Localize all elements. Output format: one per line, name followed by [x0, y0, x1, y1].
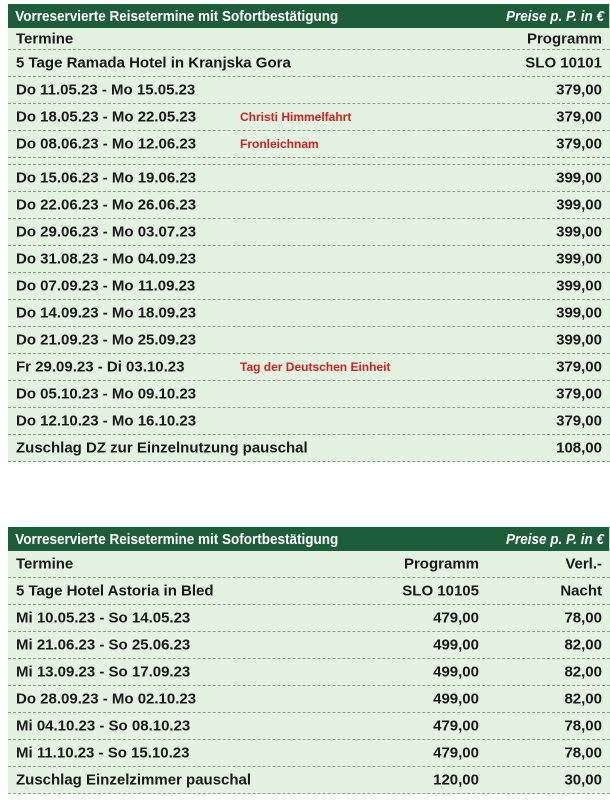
price: 379,00	[556, 385, 602, 403]
date-range: Do 12.10.23 - Mo 16.10.23	[16, 412, 197, 430]
table-row	[8, 77, 610, 104]
hotel-row	[8, 578, 610, 605]
table-row	[8, 273, 610, 300]
price-unit-label: Preise p. P. in €	[505, 7, 604, 25]
surcharge-price: 120,00	[433, 771, 479, 789]
price: 399,00	[556, 223, 602, 241]
price: 499,00	[433, 636, 479, 654]
price: 499,00	[433, 690, 479, 708]
extra-night-price: 78,00	[564, 609, 602, 627]
date-range: Do 31.08.23 - Mo 04.09.23	[16, 250, 197, 268]
price: 399,00	[556, 304, 602, 322]
col-termine: Termine	[16, 30, 74, 47]
date-range: Do 22.06.23 - Mo 26.06.23	[16, 196, 197, 214]
table-row	[8, 300, 610, 327]
date-range: Mi 21.06.23 - So 25.06.23	[16, 636, 191, 654]
col-termine: Termine	[16, 555, 74, 573]
price: 379,00	[556, 135, 602, 153]
hotel-name: 5 Tage Ramada Hotel in Kranjska Gora	[16, 54, 291, 72]
program-code: SLO 10105	[402, 582, 479, 600]
price: 479,00	[433, 744, 479, 762]
surcharge-row	[8, 435, 610, 462]
table-row	[8, 104, 610, 131]
table-row	[8, 381, 610, 408]
price: 379,00	[556, 358, 602, 376]
table-row	[8, 740, 610, 767]
date-range: Fr 29.09.23 - Di 03.10.23	[16, 358, 185, 376]
date-range: Mi 04.10.23 - So 08.10.23	[16, 717, 191, 735]
price: 499,00	[433, 663, 479, 681]
price: 399,00	[556, 169, 602, 187]
table-title: Vorreservierte Reisetermine mit Sofortbestätigung	[15, 7, 339, 25]
date-range: Mi 11.10.23 - So 15.10.23	[16, 744, 190, 762]
date-range: Do 21.09.23 - Mo 25.09.23	[16, 331, 197, 349]
col-programm: Programm	[403, 555, 479, 573]
table-row	[8, 408, 610, 435]
col-nacht: Nacht	[560, 582, 602, 600]
surcharge-price: 108,00	[556, 439, 602, 457]
price: 379,00	[556, 108, 602, 126]
holiday-note: Christi Himmelfahrt	[240, 110, 352, 124]
date-range: Do 11.05.23 - Mo 15.05.23	[16, 81, 196, 99]
table-row	[8, 165, 610, 192]
table-header	[8, 4, 609, 28]
table-row	[8, 192, 610, 219]
price: 479,00	[433, 609, 479, 627]
price: 479,00	[433, 717, 479, 735]
column-header-row	[8, 28, 610, 50]
table-row	[8, 713, 610, 740]
extra-night-price: 82,00	[564, 690, 602, 708]
table-row	[8, 327, 610, 354]
surcharge-night: 30,00	[564, 771, 602, 789]
date-range: Mi 13.09.23 - So 17.09.23	[16, 663, 191, 681]
col-programm: Programm	[526, 30, 602, 47]
column-header-row	[8, 551, 610, 578]
table-row	[8, 246, 610, 273]
date-range: Do 29.06.23 - Mo 03.07.23	[16, 223, 197, 241]
date-range: Do 05.10.23 - Mo 09.10.23	[16, 385, 197, 403]
hotel-row	[8, 50, 610, 77]
col-verl: Verl.-	[565, 555, 602, 573]
table-header	[8, 527, 609, 551]
holiday-note: Fronleichnam	[240, 137, 319, 151]
table-row	[8, 131, 610, 158]
price: 399,00	[556, 331, 602, 349]
date-range: Do 08.06.23 - Mo 12.06.23	[16, 135, 197, 153]
date-range: Do 28.09.23 - Mo 02.10.23	[16, 690, 197, 708]
date-range: Do 18.05.23 - Mo 22.05.23	[16, 108, 197, 126]
date-range: Mi 10.05.23 - So 14.05.23	[16, 609, 191, 627]
table-row	[8, 686, 610, 713]
date-range: Do 15.06.23 - Mo 19.06.23	[16, 169, 197, 187]
price-unit-label: Preise p. P. in €	[505, 530, 604, 548]
table-title: Vorreservierte Reisetermine mit Sofortbestätigung	[15, 530, 339, 548]
date-range: Do 07.09.23 - Mo 11.09.23	[16, 277, 196, 295]
table-row	[8, 632, 610, 659]
price-table-bled	[8, 527, 610, 794]
table-row	[8, 605, 610, 632]
surcharge-label: Zuschlag Einzelzimmer pauschal	[16, 771, 252, 789]
surcharge-row	[8, 767, 610, 794]
row-spacer	[8, 158, 610, 165]
date-range: Do 14.09.23 - Mo 18.09.23	[16, 304, 197, 322]
extra-night-price: 78,00	[564, 717, 602, 735]
price: 379,00	[556, 81, 602, 99]
extra-night-price: 78,00	[564, 744, 602, 762]
extra-night-price: 82,00	[564, 663, 602, 681]
price: 399,00	[556, 277, 602, 295]
table-row	[8, 219, 610, 246]
extra-night-price: 82,00	[564, 636, 602, 654]
price-table-kranjska-gora	[8, 4, 610, 462]
price: 399,00	[556, 196, 602, 214]
surcharge-label: Zuschlag DZ zur Einzelnutzung pauschal	[16, 439, 308, 457]
price: 399,00	[556, 250, 602, 268]
table-row	[8, 659, 610, 686]
table-row	[8, 354, 610, 381]
holiday-note: Tag der Deutschen Einheit	[240, 360, 391, 374]
program-code: SLO 10101	[525, 54, 602, 72]
hotel-name: 5 Tage Hotel Astoria in Bled	[16, 582, 214, 600]
price: 379,00	[556, 412, 602, 430]
